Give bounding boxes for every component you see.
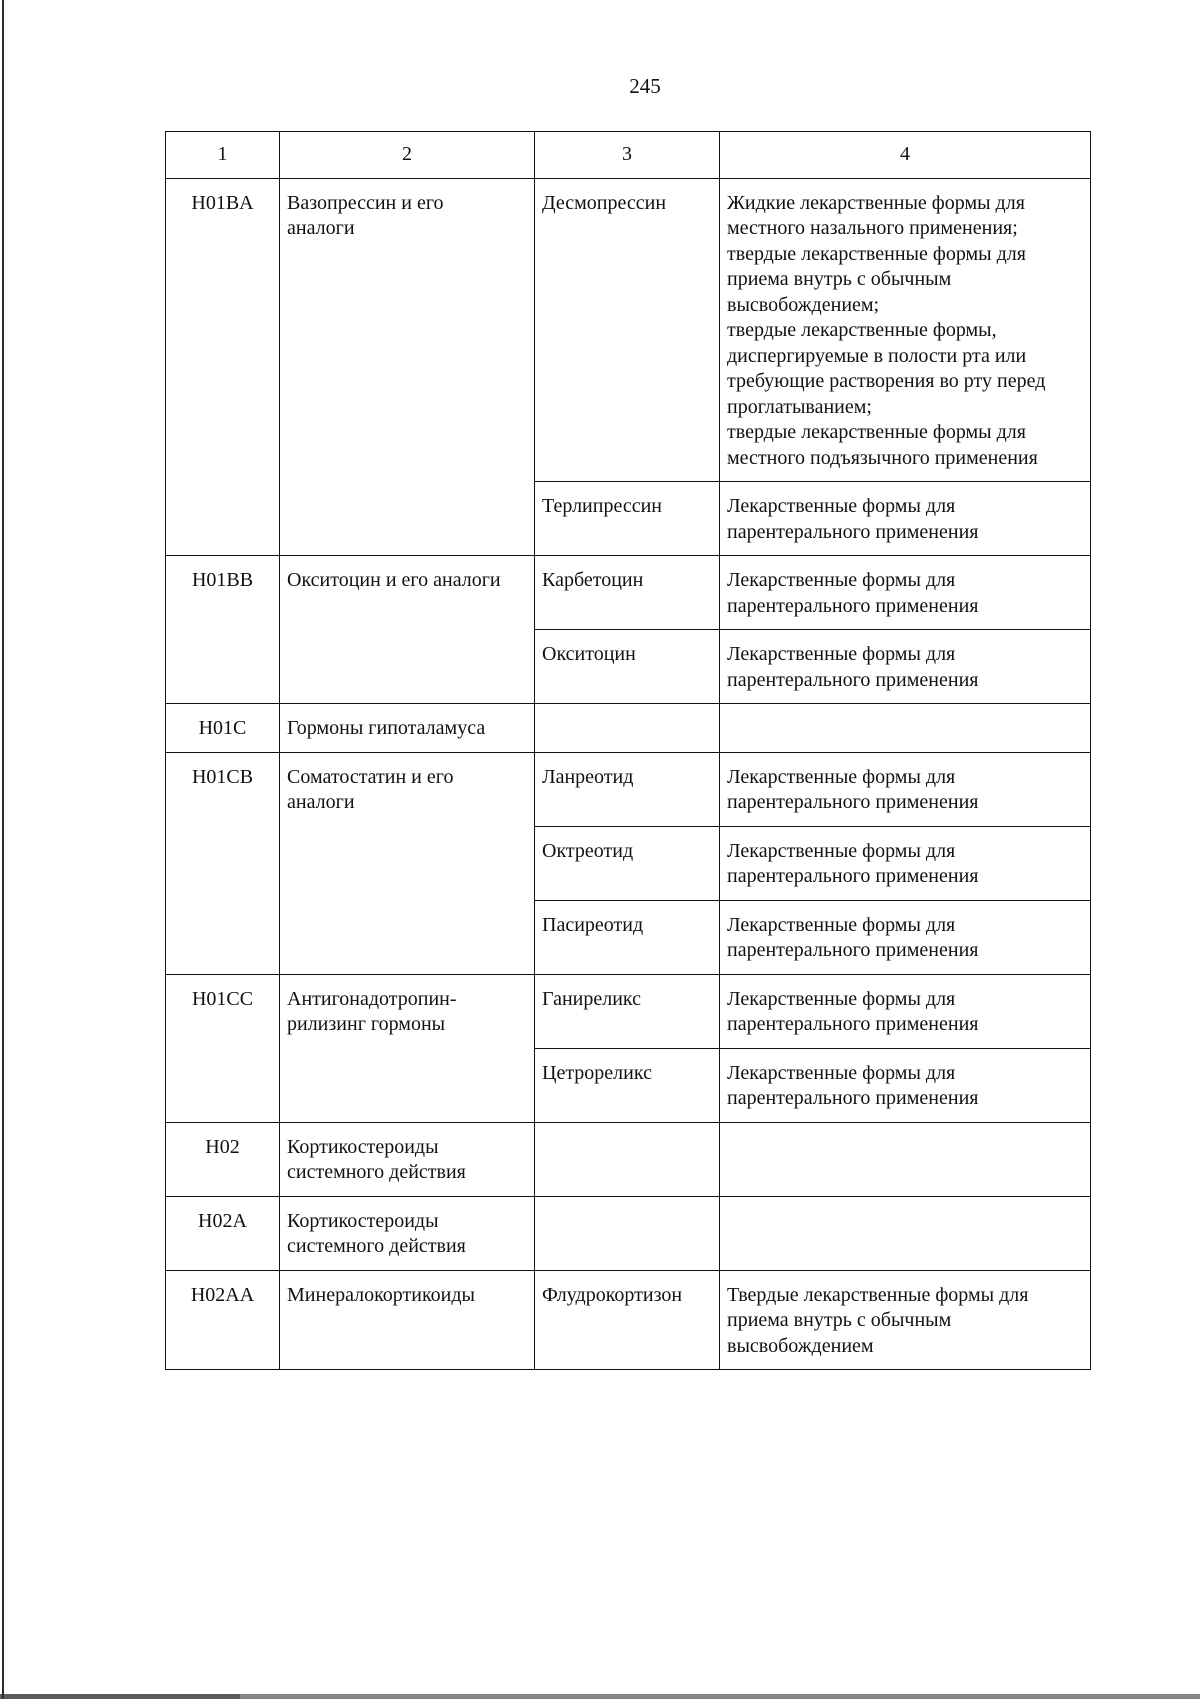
dosage-forms-cell: Лекарственные формы для парентерального применения (720, 1048, 1091, 1122)
dosage-forms-cell: Лекарственные формы для парентерального применения (720, 826, 1091, 900)
group-name-cell: Вазопрессин и его аналоги (280, 178, 535, 556)
scan-edge-left (2, 0, 4, 1699)
drug-name-cell: Флудрокортизон (535, 1270, 720, 1370)
atc-code-cell: H01BB (166, 556, 280, 704)
drug-name-cell: Пасиреотид (535, 900, 720, 974)
dosage-forms-cell (720, 704, 1091, 753)
drug-name-cell: Карбетоцин (535, 556, 720, 630)
drug-name-cell (535, 1196, 720, 1270)
table-header-row (166, 132, 1091, 179)
table-row (166, 704, 1091, 753)
dosage-forms-cell: Лекарственные формы для парентерального применения (720, 556, 1091, 630)
atc-code-cell: H02 (166, 1122, 280, 1196)
atc-code-cell: H02A (166, 1196, 280, 1270)
drug-name-cell: Терлипрессин (535, 482, 720, 556)
drug-name-cell: Октреотид (535, 826, 720, 900)
group-name-cell: Окситоцин и его аналоги (280, 556, 535, 704)
atc-code-cell: H01C (166, 704, 280, 753)
column-header-2: 2 (280, 132, 535, 179)
dosage-forms-cell (720, 1122, 1091, 1196)
group-name-cell: Гормоны гипоталамуса (280, 704, 535, 753)
drug-name-cell: Окситоцин (535, 630, 720, 704)
group-name-cell: Кортикостероиды системного действия (280, 1196, 535, 1270)
table-row (166, 178, 1091, 482)
dosage-forms-cell: Лекарственные формы для парентерального применения (720, 752, 1091, 826)
table-row (166, 752, 1091, 826)
drug-name-cell: Ланреотид (535, 752, 720, 826)
table-body (166, 178, 1091, 1370)
drug-name-cell: Десмопрессин (535, 178, 720, 482)
atc-code-cell: H01CB (166, 752, 280, 974)
column-header-3: 3 (535, 132, 720, 179)
dosage-forms-cell: Лекарственные формы для парентерального применения (720, 482, 1091, 556)
atc-code-cell: H01BA (166, 178, 280, 556)
dosage-forms-cell: Лекарственные формы для парентерального применения (720, 900, 1091, 974)
atc-code-cell: H01CC (166, 974, 280, 1122)
column-header-1: 1 (166, 132, 280, 179)
table-row (166, 556, 1091, 630)
dosage-forms-cell: Лекарственные формы для парентерального применения (720, 630, 1091, 704)
group-name-cell: Соматостатин и его аналоги (280, 752, 535, 974)
table-row (166, 1196, 1091, 1270)
scan-edge-bottom (0, 1694, 1200, 1699)
dosage-forms-cell: Твердые лекарственные формы для приема внутрь с обычным высвобождением (720, 1270, 1091, 1370)
group-name-cell: Антигонадотропин- рилизинг гормоны (280, 974, 535, 1122)
drug-name-cell: Ганиреликс (535, 974, 720, 1048)
column-header-4: 4 (720, 132, 1091, 179)
drug-table (165, 131, 1091, 1370)
table-row (166, 974, 1091, 1048)
drug-name-cell (535, 704, 720, 753)
atc-code-cell: H02AA (166, 1270, 280, 1370)
drug-name-cell: Цетрореликс (535, 1048, 720, 1122)
page-number: 245 (629, 74, 661, 98)
group-name-cell: Минералокортикоиды (280, 1270, 535, 1370)
dosage-forms-cell (720, 1196, 1091, 1270)
group-name-cell: Кортикостероиды системного действия (280, 1122, 535, 1196)
table-row (166, 1270, 1091, 1370)
table-row (166, 1122, 1091, 1196)
drug-name-cell (535, 1122, 720, 1196)
dosage-forms-cell: Жидкие лекарственные формы для местного назального применения; твердые лекарственные формы для приема внутрь с обычным высвобождением; твердые лекарственные формы, диспергируемые в полости рта или требующие растворения во рту перед проглатыванием; твердые лекарственные формы для местного подъязычного применения (720, 178, 1091, 482)
dosage-forms-cell: Лекарственные формы для парентерального применения (720, 974, 1091, 1048)
